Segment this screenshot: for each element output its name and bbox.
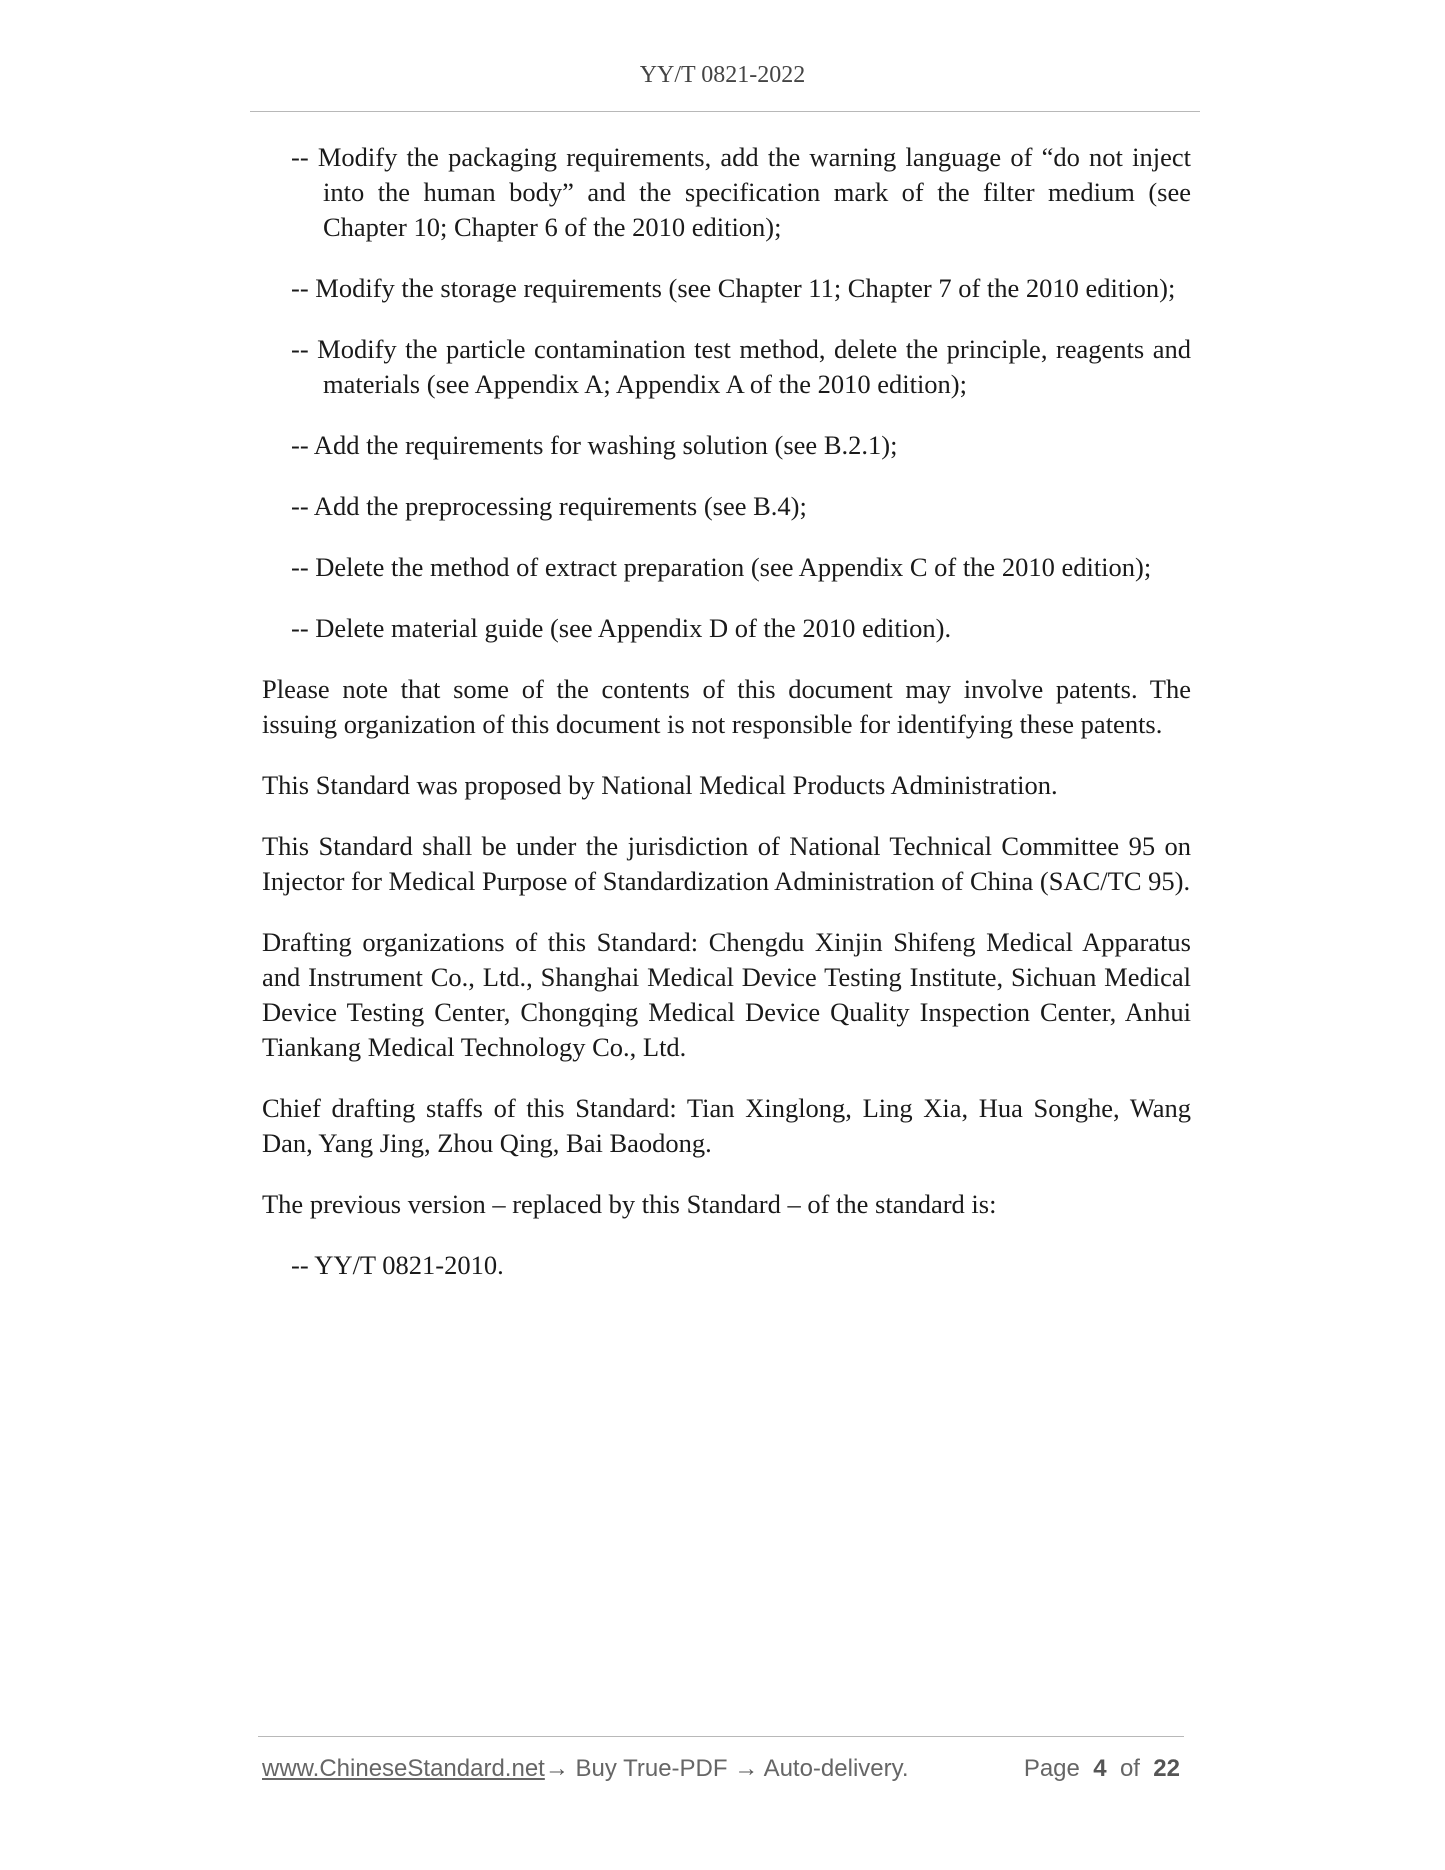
page-label: Page: [1023, 1755, 1080, 1782]
patent-notice: Please note that some of the contents of this document may involve patents. The issuing organization of this document is not responsible for identifying these patents.: [262, 674, 1191, 739]
jurisdiction-statement: This Standard shall be under the jurisdiction of National Technical Committee 95 on Injector for Medical Purpose of Standardization Administration of China (SAC/TC 95).: [262, 831, 1191, 896]
previous-version-item: -- YY/T 0821-2010.: [291, 1250, 504, 1280]
arrow-right-icon: →: [734, 1755, 759, 1782]
website-link[interactable]: www.ChineseStandard.net: [262, 1755, 545, 1782]
page-footer: [262, 1755, 1180, 1783]
drafting-staffs: Chief drafting staffs of this Standard: Tian Xinglong, Ling Xia, Hua Songhe, Wang Dan, Yang Jing, Zhou Qing, Bai Baodong.: [262, 1093, 1191, 1158]
list-item: -- Modify the storage requirements (see Chapter 11; Chapter 7 of the 2010 edition);: [291, 273, 1176, 303]
page-total: 22: [1153, 1755, 1180, 1782]
list-item: -- Modify the packaging requirements, add the warning language of “do not inject into the human body” and the specification mark of the filter medium (see Chapter 10; Chapter 6 of the 2010 edition);: [291, 142, 1191, 242]
list-item: -- Modify the particle contamination test method, delete the principle, reagents and materials (see Appendix A; Appendix A of the 2010 edition);: [291, 334, 1191, 399]
page-current: 4: [1093, 1755, 1107, 1782]
proposer-statement: This Standard was proposed by National Medical Products Administration.: [262, 770, 1058, 800]
previous-version-statement: The previous version – replaced by this Standard – of the standard is:: [262, 1189, 997, 1219]
list-item: -- Delete material guide (see Appendix D of the 2010 edition).: [291, 613, 952, 643]
delivery-text: Auto-delivery.: [758, 1755, 909, 1782]
footer-left: [262, 1755, 909, 1783]
list-item: -- Add the requirements for washing solution (see B.2.1);: [291, 430, 898, 460]
page-indicator: [1024, 1755, 1180, 1783]
list-item: -- Delete the method of extract preparation (see Appendix C of the 2010 edition);: [291, 552, 1152, 582]
arrow-right-icon: →: [544, 1755, 569, 1782]
header-divider: [250, 111, 1200, 112]
list-item: -- Add the preprocessing requirements (see B.4);: [291, 491, 807, 521]
buy-text: Buy True-PDF: [568, 1755, 735, 1782]
page-header: YY/T 0821-2022: [639, 62, 806, 88]
page-of-label: of: [1119, 1755, 1140, 1782]
document-body: [262, 140, 1191, 1309]
footer-divider: [258, 1736, 1184, 1737]
drafting-organizations: Drafting organizations of this Standard: Chengdu Xinjin Shifeng Medical Apparatus and Instrument Co., Ltd., Shanghai Medical Device Testing Institute, Sichuan Medical Device Testing Center, Chongqing Medical Device Quality Inspection Center, Anhui Tiankang Medical Technology Co., Ltd.: [262, 927, 1191, 1062]
